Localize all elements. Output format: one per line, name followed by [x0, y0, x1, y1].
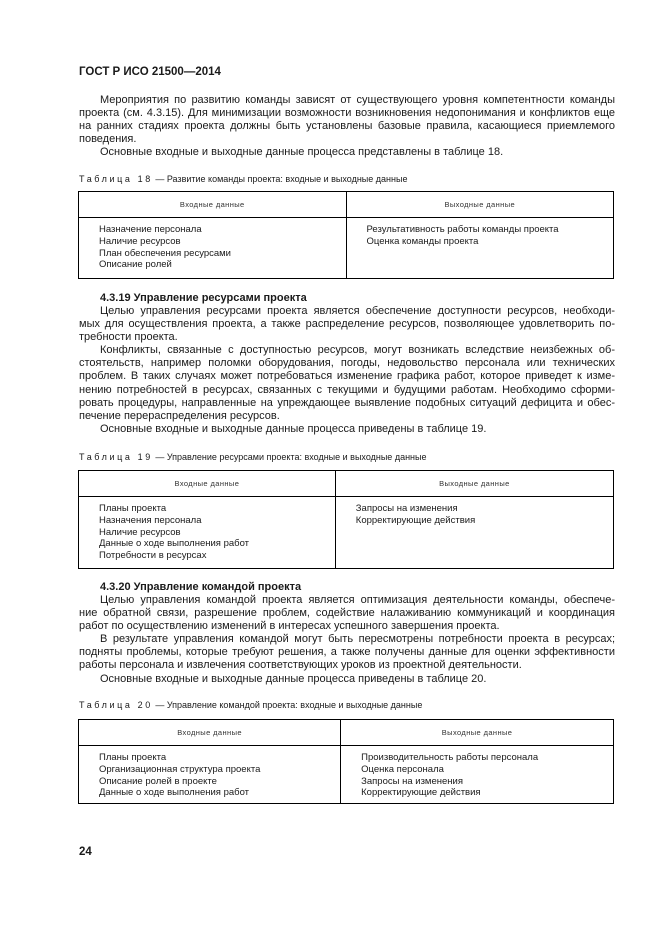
section-4-3-20-body [79, 594, 615, 686]
section-heading-4-3-20: 4.3.20 Управление командой проекта [100, 581, 302, 593]
input-item: План обеспечения ресурсами [99, 247, 231, 259]
input-item: Потребности в ресурсах [99, 550, 207, 562]
inputs-cell [79, 746, 341, 804]
text-line: проблем. В таких случаях может потребоваться изменение графика работ, которое приведет к изме- [79, 370, 615, 383]
caption-text: — Управление ресурсами проекта: входные и выходные данные [155, 452, 427, 462]
outputs-cell [335, 497, 613, 569]
caption-label: Таблица 20 [79, 700, 153, 710]
input-item: Организационная структура проекта [99, 763, 261, 775]
document-header: ГОСТ Р ИСО 21500—2014 [79, 66, 221, 78]
table-reference: Основные входные и выходные данные процесса приведены в таблице 20. [100, 672, 487, 685]
text-line: стоятельств, например поломки оборудования, погоды, недовольство персонала или технических [79, 357, 615, 370]
input-item: Назначения персонала [99, 514, 202, 526]
column-header-inputs: Входные данные [79, 192, 347, 218]
input-item: Наличие ресурсов [99, 235, 181, 247]
output-item: Запросы на изменения [355, 503, 458, 514]
text-line: Целью управления ресурсами проекта является обеспечение доступности ресурсов, необходи- [100, 305, 615, 317]
output-item: Оценка персонала [361, 763, 444, 775]
caption-text: — Развитие команды проекта: входные и выходные данные [155, 174, 408, 184]
caption-text: — Управление командой проекта: входные и выходные данные [155, 700, 423, 710]
text-line: проекта (см. 4.3.15). Для минимизации возможности возникновения недопонимания и конфликтов еще [79, 107, 615, 120]
column-header-inputs: Входные данные [79, 720, 341, 746]
table-reference: Основные входные и выходные данные процесса приведены в таблице 19. [100, 422, 487, 435]
column-header-outputs: Выходные данные [335, 471, 613, 497]
input-item: Данные о ходе выполнения работ [99, 538, 250, 550]
section-4-3-19-body [79, 305, 615, 436]
text-line: работ по осуществлению изменений в интересах успешного завершения проекта. [79, 620, 500, 633]
text-line: на ранних стадиях проекта должны быть установлены базовые правила, касающиеся приемлемого [79, 120, 615, 133]
text-line: ровать процедуры, направленные на упреждающее выявление подобных ситуаций дефицита и обес- [79, 396, 615, 409]
input-item: Наличие ресурсов [99, 526, 181, 538]
output-item: Корректирующие действия [355, 514, 476, 526]
inputs-cell [79, 218, 347, 279]
table-19-caption [79, 452, 427, 462]
text-line: нению потребностей в ресурсах, связанных с текущими и будущими работам. Необходимо сформи- [79, 383, 615, 396]
table-reference: Основные входные и выходные данные процесса представлены в таблице 18. [100, 146, 504, 159]
output-item: Корректирующие действия [361, 787, 481, 799]
section-heading-4-3-19: 4.3.19 Управление ресурсами проекта [100, 292, 307, 304]
outputs-cell [341, 746, 614, 804]
output-item: Запросы на изменения [361, 775, 463, 787]
text-line: подняты проблемы, которые требуют решения, а также получены данные для оценки эффективности [79, 646, 615, 659]
input-item: Описание ролей в проекте [99, 775, 217, 787]
text-line: поведения. [79, 133, 137, 146]
column-header-outputs: Выходные данные [341, 720, 614, 746]
table-18-caption [79, 174, 407, 184]
input-item: Данные о ходе выполнения работ [99, 787, 250, 799]
outputs-cell [346, 218, 614, 279]
text-line: Мероприятия по развитию команды зависят от существующего уровня компетентности команды [100, 94, 615, 106]
output-item: Результативность работы команды проекта [366, 224, 559, 235]
output-item: Оценка команды проекта [366, 235, 479, 247]
text-line: работы персонала и извлечения соответствующих уроков из проектной деятельности. [79, 659, 522, 672]
intro-paragraph [79, 94, 615, 159]
text-line: ние обратной связи, разрешение проблем, содействие налаживанию коммуникаций и координация [79, 607, 615, 620]
text-line: печение перераспределения ресурсов. [79, 409, 280, 422]
table-20 [78, 719, 614, 804]
column-header-outputs: Выходные данные [346, 192, 614, 218]
column-header-inputs: Входные данные [79, 471, 336, 497]
text-line: требности проекта. [79, 331, 178, 344]
caption-label: Таблица 18 [79, 174, 153, 184]
input-item: Планы проекта [99, 752, 167, 763]
input-item: Планы проекта [99, 503, 167, 514]
output-item: Производительность работы персонала [361, 752, 539, 763]
table-18 [78, 191, 614, 279]
input-item: Назначение персонала [99, 224, 202, 235]
text-line: В результате управления командой могут быть пересмотрены потребности проекта в ресурсах; [100, 633, 615, 646]
inputs-cell [79, 497, 336, 569]
table-19 [78, 470, 614, 569]
text-line: Конфликты, связанные с доступностью ресурсов, могут возникать вследствие неизбежных об- [100, 344, 615, 357]
input-item: Описание ролей [99, 259, 172, 271]
text-line: Целью управления командой проекта является оптимизация деятельности команды, обеспече- [100, 594, 615, 606]
text-line: мых для осуществления проекта, а также распределение ресурсов, позволяющее удовлетворить по- [79, 318, 615, 331]
page-number: 24 [79, 846, 92, 858]
caption-label: Таблица 19 [79, 452, 153, 462]
table-20-caption [79, 700, 422, 710]
